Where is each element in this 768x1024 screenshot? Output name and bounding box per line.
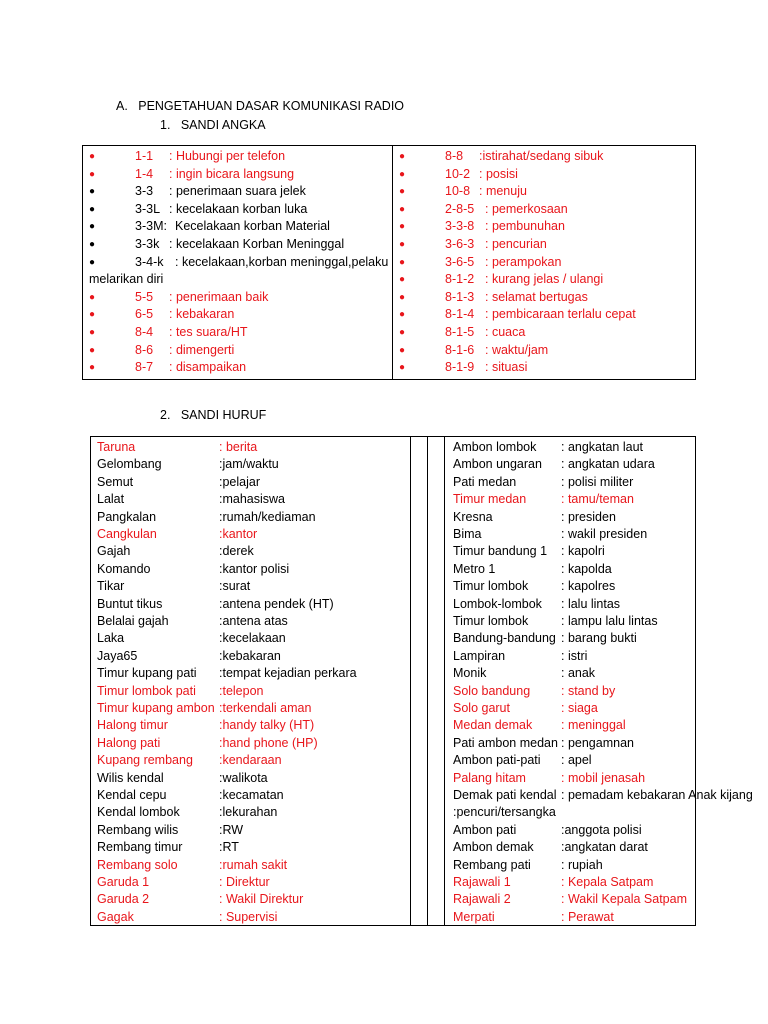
meaning-text: : ingin bicara langsung <box>169 166 295 181</box>
table-row <box>97 543 407 560</box>
table-row <box>97 787 407 804</box>
code-label: 8-1-4 <box>445 307 475 322</box>
bullet-icon: ● <box>399 362 406 374</box>
meaning-text: :kebakaran <box>219 648 281 663</box>
code-word: Garuda 2 <box>97 892 150 907</box>
table-row <box>453 683 693 700</box>
list-item <box>399 183 689 201</box>
meaning-text: : mobil jenasah <box>561 770 646 785</box>
table-row <box>453 700 693 717</box>
bullet-icon: ● <box>89 203 96 215</box>
meaning-text: : barang bukti <box>561 631 637 646</box>
meaning-text: : posisi <box>479 166 518 181</box>
table-row <box>453 787 753 804</box>
meaning-text: :RT <box>219 840 239 855</box>
code-word: Ambon lombok <box>453 440 537 454</box>
meaning-text: : waktu/jam <box>485 342 549 357</box>
code-label: 10-2 <box>445 166 471 181</box>
meaning-text: : kecelakaan Korban Meninggal <box>169 237 345 251</box>
table-row <box>97 752 407 769</box>
table-row <box>97 857 407 874</box>
meaning-text-wrap: melarikan diri <box>89 272 164 287</box>
meaning-text: :mahasiswa <box>219 492 285 507</box>
code-word: Timur bandung 1 <box>453 544 548 559</box>
list-item <box>89 324 389 342</box>
bullet-icon: ● <box>89 221 96 233</box>
table-row <box>453 839 693 856</box>
table-row <box>97 491 407 508</box>
bullet-icon: ● <box>399 186 406 198</box>
bullet-icon: ● <box>399 291 406 303</box>
bullet-icon: ● <box>89 362 96 374</box>
code-word: Metro 1 <box>453 561 496 576</box>
table-row <box>97 874 407 891</box>
list-item <box>399 324 689 342</box>
code-word: Rajawali 1 <box>453 875 511 889</box>
bullet-icon: ● <box>89 239 96 250</box>
list-item-continuation <box>89 271 389 289</box>
sandi-angka-table <box>82 145 696 380</box>
meaning-text: : situasi <box>485 360 528 375</box>
meaning-text: : Supervisi <box>219 909 278 924</box>
meaning-text: :angkatan darat <box>561 840 648 855</box>
code-label: 10-8 <box>445 184 471 199</box>
table-row <box>453 561 693 578</box>
meaning-text: :kantor polisi <box>219 561 290 576</box>
code-word: Bima <box>453 527 482 541</box>
meaning-text: : pemadam kebakaran Anak kijang <box>561 788 753 802</box>
table-row <box>453 891 693 908</box>
bullet-icon: ● <box>89 151 96 162</box>
meaning-text: : kecelakaan,korban meninggal,pelaku <box>175 254 389 269</box>
list-item <box>399 254 689 272</box>
meaning-text: : Perawat <box>561 909 614 924</box>
meaning-text: : menuju <box>479 184 527 199</box>
code-word: Timur kupang pati <box>97 666 197 681</box>
table-row <box>97 613 407 630</box>
table-row <box>97 804 407 821</box>
table-row <box>97 526 407 543</box>
bullet-icon: ● <box>399 344 406 356</box>
meaning-text: : Hubungi per telefon <box>169 149 286 163</box>
code-word: Buntut tikus <box>97 596 163 611</box>
meaning-text: : kapolda <box>561 561 612 576</box>
table-row <box>453 770 693 787</box>
table-row <box>453 665 693 682</box>
meaning-text: : apel <box>561 753 592 768</box>
meaning-text: :kecamatan <box>219 788 284 802</box>
list-item <box>89 218 389 236</box>
code-label: 8-1-3 <box>445 289 475 304</box>
code-word: Lampiran <box>453 648 506 663</box>
meaning-text: :pelajar <box>219 474 260 489</box>
table-row <box>97 839 407 856</box>
table-row <box>453 474 693 491</box>
code-label: 8-1-5 <box>445 325 475 339</box>
table-divider <box>392 146 393 379</box>
sandi-huruf-table <box>90 436 753 926</box>
table-row <box>453 822 693 839</box>
meaning-text: : kecelakaan korban luka <box>169 201 308 216</box>
bullet-icon: ● <box>89 344 96 356</box>
table-row <box>97 578 407 595</box>
meaning-text: : kapolres <box>561 579 616 594</box>
code-word: Garuda 1 <box>97 875 150 889</box>
code-word: Merpati <box>453 909 495 924</box>
code-word: Semut <box>97 474 134 489</box>
table-row <box>97 683 407 700</box>
code-word: Timur lombok <box>453 614 529 628</box>
meaning-text: : presiden <box>561 509 616 524</box>
code-word: Ambon ungaran <box>453 457 542 472</box>
meaning-text: : meninggal <box>561 718 626 733</box>
code-word: Kendal cepu <box>97 788 167 802</box>
list-item <box>399 289 689 307</box>
bullet-icon: ● <box>89 168 96 180</box>
code-word: Gelombang <box>97 457 162 472</box>
code-word: Wilis kendal <box>97 770 164 785</box>
code-word: Timur medan <box>453 492 527 507</box>
meaning-text: :terkendali aman <box>219 701 312 715</box>
sandi-angka-right-column <box>399 146 689 379</box>
section-1-heading: 1. SANDI ANGKA <box>160 118 266 132</box>
meaning-text: :antena pendek (HT) <box>219 596 334 611</box>
table-row <box>453 613 693 630</box>
list-item <box>89 306 389 324</box>
meaning-text: :anggota polisi <box>561 822 642 837</box>
table-row <box>97 509 407 526</box>
code-label: 3-6-5 <box>445 254 475 269</box>
list-item <box>89 166 389 184</box>
code-label: 5-5 <box>135 289 154 304</box>
meaning-text: :kendaraan <box>219 753 282 768</box>
table-row <box>453 648 693 665</box>
bullet-icon: ● <box>399 239 406 250</box>
code-word: Pati ambon medan <box>453 735 558 750</box>
code-word: Lombok-lombok <box>453 596 542 611</box>
meaning-text: : selamat bertugas <box>485 289 588 304</box>
code-label: 1-1 <box>135 149 154 163</box>
meaning-text: :kecelakaan <box>219 631 286 646</box>
code-label: 3-3L <box>135 201 161 216</box>
meaning-text: : kapolri <box>561 544 605 559</box>
code-word: Monik <box>453 666 487 681</box>
meaning-text: : disampaikan <box>169 360 247 375</box>
code-label: 3-3k <box>135 237 160 251</box>
table-row <box>97 648 407 665</box>
table-divider <box>444 437 445 925</box>
table-row <box>453 857 693 874</box>
table-row <box>453 509 693 526</box>
meaning-text: :istirahat/sedang sibuk <box>479 149 604 163</box>
meaning-text: : lalu lintas <box>561 596 621 611</box>
list-item <box>399 342 689 360</box>
code-word: Ambon pati <box>453 822 517 837</box>
bullet-icon: ● <box>89 186 96 198</box>
table-row <box>453 596 693 613</box>
code-word: Rembang wilis <box>97 822 179 837</box>
code-word: Cangkulan <box>97 527 157 541</box>
meaning-text: : dimengerti <box>169 342 235 357</box>
code-word: Kendal lombok <box>97 805 180 820</box>
table-row <box>453 543 693 560</box>
code-word: Pangkalan <box>97 509 157 524</box>
code-label: 6-5 <box>135 307 154 322</box>
meaning-text: : penerimaan suara jelek <box>169 184 306 199</box>
meaning-text: : cuaca <box>485 325 526 339</box>
meaning-text: : pencurian <box>485 237 547 251</box>
meaning-text-wrap: :pencuri/tersangka <box>453 805 556 820</box>
meaning-text: : tes suara/HT <box>169 325 248 339</box>
code-word: Pati medan <box>453 474 517 489</box>
list-item <box>89 359 389 377</box>
meaning-text: : Kepala Satpam <box>561 875 654 889</box>
bullet-icon: ● <box>89 291 96 303</box>
code-label: 8-4 <box>135 325 154 339</box>
meaning-text: :derek <box>219 544 254 559</box>
table-row <box>97 665 407 682</box>
meaning-text: : kebakaran <box>169 307 235 322</box>
meaning-text: : anak <box>561 666 596 681</box>
meaning-text: : lampu lalu lintas <box>561 614 658 628</box>
table-row <box>97 474 407 491</box>
bullet-icon: ● <box>89 309 96 321</box>
table-divider <box>427 437 428 925</box>
list-item <box>399 148 689 166</box>
meaning-text: :kantor <box>219 527 258 541</box>
code-label: 3-3M: <box>135 219 167 234</box>
meaning-text: : kurang jelas / ulangi <box>485 272 604 287</box>
code-word: Rembang pati <box>453 857 531 872</box>
table-row <box>97 909 407 926</box>
table-row <box>97 456 407 473</box>
table-row <box>453 630 693 647</box>
meaning-text: : tamu/teman <box>561 492 634 507</box>
meaning-text: :walikota <box>219 770 268 785</box>
table-row <box>453 717 693 734</box>
bullet-icon: ● <box>89 327 96 338</box>
list-item <box>89 201 389 219</box>
table-row <box>453 526 693 543</box>
meaning-text: :rumah sakit <box>219 857 288 872</box>
code-word: Demak pati kendal <box>453 788 557 802</box>
meaning-text: : Wakil Direktur <box>219 892 304 907</box>
meaning-text: :RW <box>219 822 244 837</box>
bullet-icon: ● <box>89 256 96 268</box>
bullet-icon: ● <box>399 203 406 215</box>
code-word: Bandung-bandung <box>453 631 556 646</box>
code-word: Palang hitam <box>453 770 526 785</box>
meaning-text: : polisi militer <box>561 474 634 489</box>
bullet-icon: ● <box>399 327 406 338</box>
meaning-text: :surat <box>219 579 251 594</box>
meaning-text: : rupiah <box>561 857 603 872</box>
meaning-text: : Wakil Kepala Satpam <box>561 892 687 907</box>
meaning-text: : pemerkosaan <box>485 201 568 216</box>
code-word: Jaya65 <box>97 648 138 663</box>
bullet-icon: ● <box>399 274 406 286</box>
meaning-text: : pembicaraan terlalu cepat <box>485 307 636 322</box>
code-word: Solo garut <box>453 701 510 715</box>
code-word: Kupang rembang <box>97 753 193 768</box>
code-word: Timur lombok pati <box>97 683 196 698</box>
list-item <box>399 236 689 254</box>
code-word: Gajah <box>97 544 131 559</box>
meaning-text: :telepon <box>219 683 264 698</box>
table-row <box>453 456 693 473</box>
code-word: Medan demak <box>453 718 533 733</box>
code-word: Gagak <box>97 909 134 924</box>
code-label: 8-1-6 <box>445 342 475 357</box>
code-word: Kresna <box>453 509 493 524</box>
code-label: 2-8-5 <box>445 201 475 216</box>
list-item <box>89 236 389 254</box>
meaning-text: : perampokan <box>485 254 562 269</box>
meaning-text: :tempat kejadian perkara <box>219 666 357 681</box>
table-row <box>453 909 693 926</box>
meaning-text: :handy talky (HT) <box>219 718 315 733</box>
table-row <box>453 578 693 595</box>
table-row <box>97 700 407 717</box>
code-label: 3-4-k <box>135 254 164 269</box>
code-word: Ambon pati-pati <box>453 753 541 768</box>
bullet-icon: ● <box>399 256 406 268</box>
meaning-text: : wakil presiden <box>561 527 648 541</box>
table-row <box>453 439 693 456</box>
meaning-text: : penerimaan baik <box>169 289 269 304</box>
table-divider <box>410 437 411 925</box>
code-word: Halong pati <box>97 735 161 750</box>
code-word: Laka <box>97 631 125 646</box>
meaning-text: : pembunuhan <box>485 219 565 234</box>
meaning-text: :lekurahan <box>219 805 278 820</box>
code-label: 3-3-8 <box>445 219 475 234</box>
bullet-icon: ● <box>399 221 406 233</box>
code-word: Timur kupang ambon <box>97 701 215 715</box>
code-word: Halong timur <box>97 718 168 733</box>
table-row <box>453 735 693 752</box>
code-word: Belalai gajah <box>97 614 169 628</box>
code-label: 8-7 <box>135 360 154 375</box>
code-word: Taruna <box>97 440 136 454</box>
meaning-text: Kecelakaan korban Material <box>175 219 330 234</box>
table-row <box>97 735 407 752</box>
code-word: Ambon demak <box>453 840 534 855</box>
list-item <box>399 271 689 289</box>
table-row <box>97 439 407 456</box>
meaning-text: :antena atas <box>219 614 288 628</box>
list-item <box>89 148 389 166</box>
code-label: 3-6-3 <box>445 237 475 251</box>
table-row <box>453 752 693 769</box>
list-item <box>399 306 689 324</box>
list-item <box>399 166 689 184</box>
table-row <box>97 770 407 787</box>
list-item <box>89 183 389 201</box>
code-word: Solo bandung <box>453 683 531 698</box>
bullet-icon: ● <box>399 309 406 321</box>
meaning-text: :hand phone (HP) <box>219 735 318 750</box>
code-word: Lalat <box>97 492 125 507</box>
list-item <box>399 359 689 377</box>
list-item <box>399 201 689 219</box>
list-item <box>399 218 689 236</box>
code-word: Rajawali 2 <box>453 892 511 907</box>
bullet-icon: ● <box>399 168 406 180</box>
sandi-angka-left-column <box>89 146 389 379</box>
table-row <box>97 717 407 734</box>
code-label: 8-1-9 <box>445 360 475 375</box>
meaning-text: :jam/waktu <box>219 457 279 472</box>
table-row <box>97 596 407 613</box>
bullet-icon: ● <box>399 151 406 162</box>
code-word: Timur lombok <box>453 579 529 594</box>
table-row <box>453 491 693 508</box>
list-item <box>89 342 389 360</box>
meaning-text: : istri <box>561 648 588 663</box>
meaning-text: : Direktur <box>219 875 270 889</box>
table-row <box>453 874 693 891</box>
code-word: Rembang timur <box>97 840 183 855</box>
code-label: 8-6 <box>135 342 154 357</box>
meaning-text: :rumah/kediaman <box>219 509 316 524</box>
code-word: Rembang solo <box>97 857 178 872</box>
meaning-text: : pengamnan <box>561 735 634 750</box>
meaning-text: : angkatan udara <box>561 457 655 472</box>
meaning-text: : siaga <box>561 701 598 715</box>
code-label: 8-1-2 <box>445 272 475 287</box>
meaning-text: : stand by <box>561 683 616 698</box>
code-word: Tikar <box>97 579 125 594</box>
meaning-text: : berita <box>219 440 258 454</box>
code-label: 3-3 <box>135 184 154 199</box>
table-row <box>97 630 407 647</box>
table-row <box>97 822 407 839</box>
code-label: 1-4 <box>135 166 154 181</box>
code-label: 8-8 <box>445 149 464 163</box>
section-a-heading: A. PENGETAHUAN DASAR KOMUNIKASI RADIO <box>116 99 405 113</box>
meaning-text: : angkatan laut <box>561 440 644 454</box>
table-row <box>97 561 407 578</box>
table-row <box>97 891 407 908</box>
section-2-heading: 2. SANDI HURUF <box>160 408 267 422</box>
list-item <box>89 289 389 307</box>
code-word: Komando <box>97 561 151 576</box>
list-item <box>89 254 389 272</box>
